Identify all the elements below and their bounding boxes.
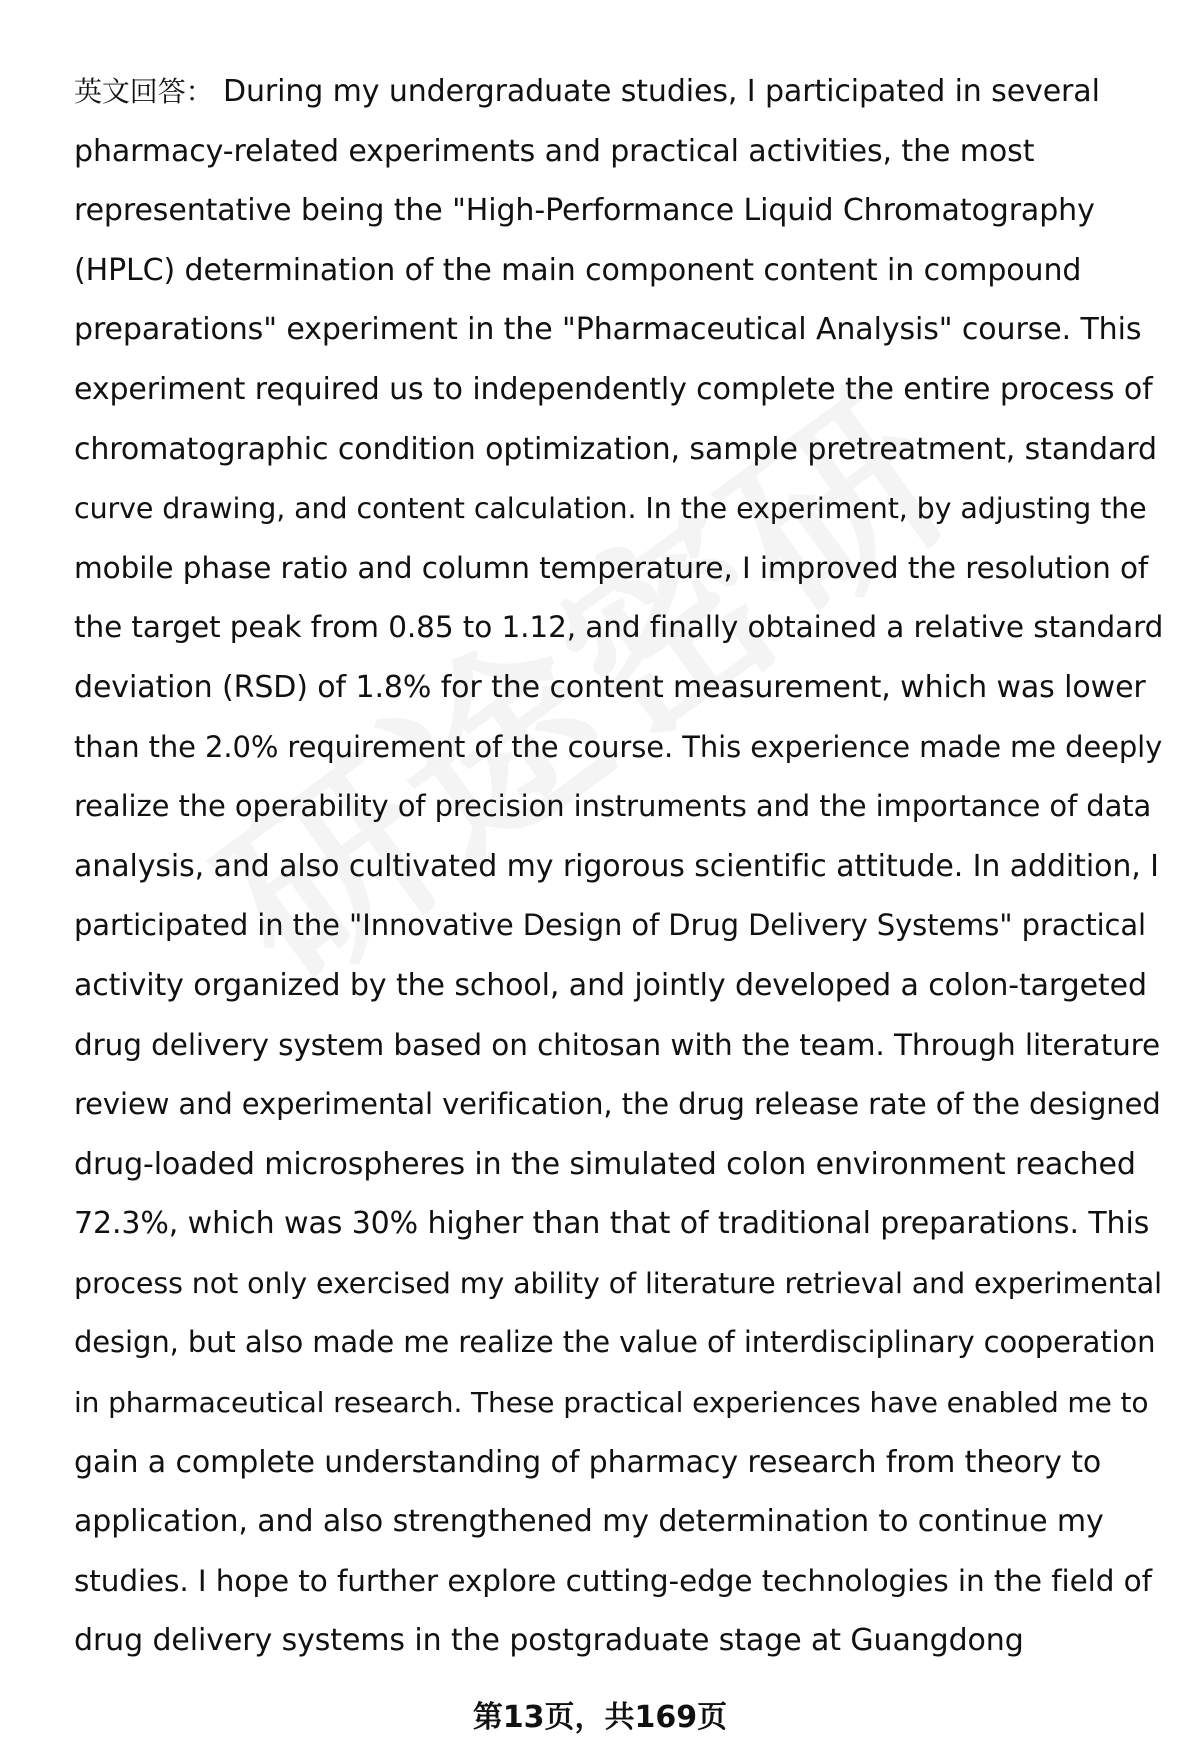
text-line: drug-loaded microspheres in the simulated colon environment reached bbox=[74, 1146, 1136, 1182]
text-line: deviation (RSD) of 1.8% for the content measurement, which was lower bbox=[74, 669, 1146, 705]
text-line: the target peak from 0.85 to 1.12, and finally obtained a relative standard bbox=[74, 610, 1164, 645]
text-line: design, but also made me realize the value of interdisciplinary cooperation bbox=[74, 1325, 1156, 1360]
text-line: participated in the "Innovative Design of Drug Delivery Systems" practical bbox=[74, 908, 1147, 943]
text-line: chromatographic condition optimization, sample pretreatment, standard bbox=[74, 431, 1157, 467]
text-line: than the 2.0% requirement of the course. This experience made me deeply bbox=[74, 729, 1163, 764]
text-line: (HPLC) determination of the main component content in compound bbox=[74, 252, 1082, 288]
text-line: 72.3%, which was 30% higher than that of traditional preparations. This bbox=[74, 1206, 1150, 1242]
text-line: drug delivery systems in the postgraduate stage at Guangdong bbox=[74, 1623, 1024, 1659]
text-line: mobile phase ratio and column temperature, I improved the resolution of bbox=[74, 550, 1149, 585]
text-line: analysis, and also cultivated my rigorous scientific attitude. In addition, I bbox=[74, 848, 1159, 884]
answer-body bbox=[74, 62, 1164, 1671]
text-line: realize the operability of precision instruments and the importance of data bbox=[74, 789, 1152, 824]
text-line: review and experimental verification, the drug release rate of the designed bbox=[74, 1087, 1161, 1122]
text-line: in pharmaceutical research. These practical experiences have enabled me to bbox=[74, 1386, 1149, 1420]
text-line: preparations" experiment in the "Pharmaceutical Analysis" course. This bbox=[74, 312, 1142, 348]
text-line: experiment required us to independently complete the entire process of bbox=[74, 371, 1153, 407]
text-line: process not only exercised my ability of literature retrieval and experimental bbox=[74, 1266, 1162, 1300]
text-line: studies. I hope to further explore cutting-edge technologies in the field of bbox=[74, 1563, 1152, 1598]
text-line: curve drawing, and content calculation. In the experiment, by adjusting the bbox=[74, 492, 1147, 526]
text-line: activity organized by the school, and jointly developed a colon-targeted bbox=[74, 967, 1147, 1003]
text-line: representative being the "High-Performance Liquid Chromatography bbox=[74, 193, 1095, 229]
answer-label: 英文回答： bbox=[74, 75, 214, 108]
text-line: pharmacy-related experiments and practical activities, the most bbox=[74, 133, 1035, 169]
page-number-footer: 第13页，共169页 bbox=[472, 1700, 728, 1735]
text-line: gain a complete understanding of pharmacy research from theory to bbox=[74, 1444, 1102, 1480]
text-line: 英文回答： During my undergraduate studies, I participated in several bbox=[74, 74, 1100, 109]
text-line: drug delivery system based on chitosan with the team. Through literature bbox=[74, 1027, 1161, 1062]
text-line: application, and also strengthened my determination to continue my bbox=[74, 1504, 1104, 1540]
